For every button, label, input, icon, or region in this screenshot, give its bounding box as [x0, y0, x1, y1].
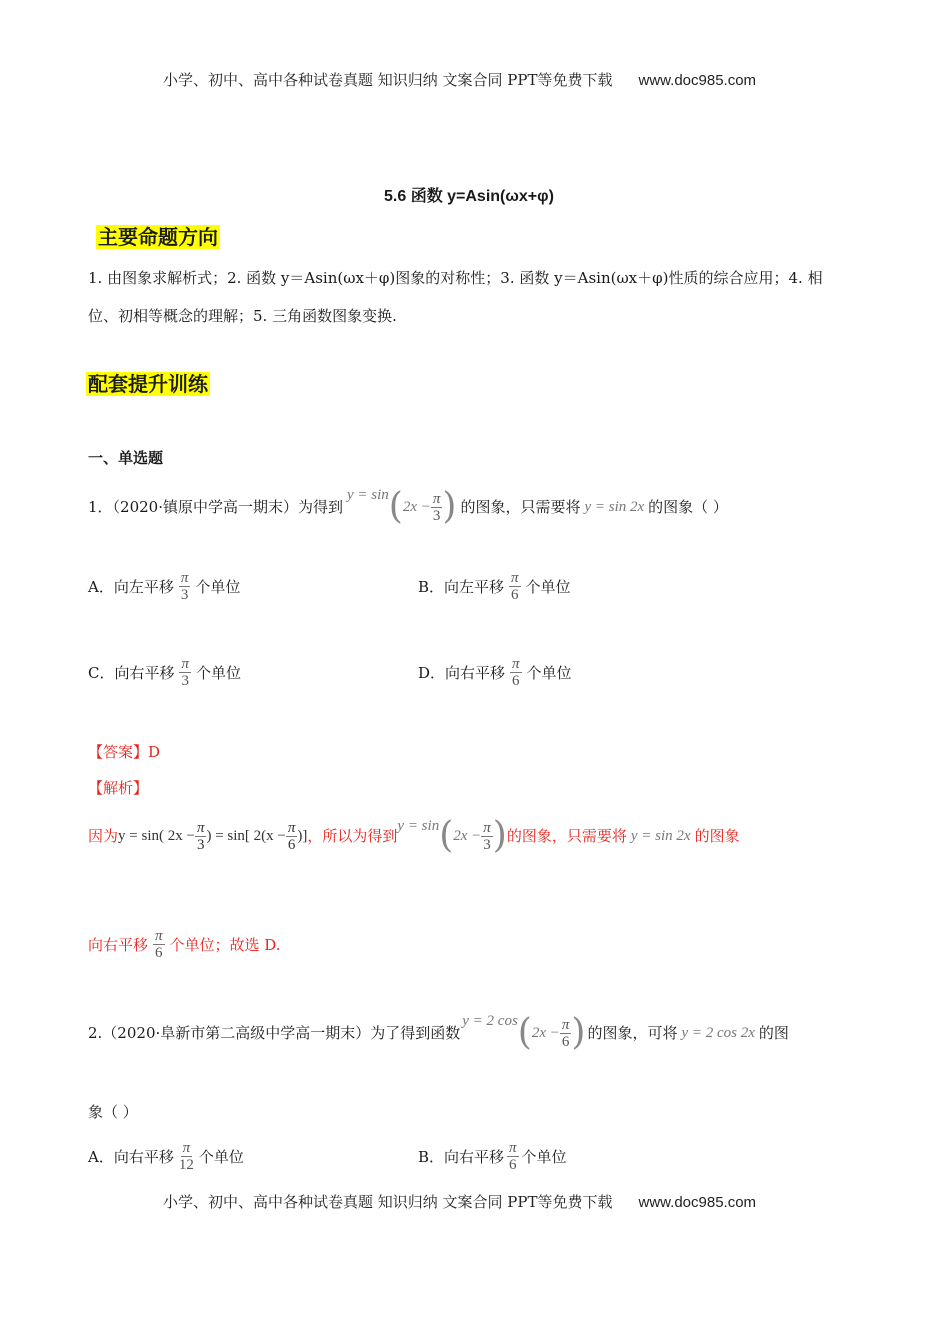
q1-explanation-line-1 [88, 815, 740, 856]
q2-option-a[interactable] [88, 1140, 244, 1173]
q2-formula-source: y = 2 cos 2x [681, 1025, 755, 1041]
q1-option-b[interactable] [418, 570, 571, 603]
fraction-pi-over-3 [431, 491, 443, 524]
q2-mid: 的图象，可将 [587, 1024, 678, 1042]
frac-num: π [561, 1016, 570, 1033]
frac-num: π [512, 656, 520, 672]
frac-den: 3 [483, 836, 491, 853]
footer-site[interactable]: www.doc985.com [638, 1194, 757, 1211]
fraction-pi-over-3 [179, 656, 191, 689]
option-label: D．向右平移 [418, 664, 506, 682]
frac-den: 6 [511, 587, 519, 603]
option-unit: 个单位 [198, 1148, 244, 1166]
fraction-pi-over-3 [481, 820, 493, 853]
expl-eq-part2: ) = sin[ 2(x − [206, 828, 286, 844]
fraction-pi-over-6 [507, 1140, 519, 1173]
q1-mid: 的图象，只需要将 [460, 498, 581, 516]
frac-den: 3 [181, 673, 189, 689]
page-footer [163, 1191, 756, 1212]
fraction-pi-over-6 [509, 570, 521, 603]
option-label: B．向右平移 [418, 1148, 505, 1166]
frac-den: 12 [178, 1157, 194, 1173]
header-text: 小学、初中、高中各种试卷真题 知识归纳 文案合同 PPT等免费下载 [163, 71, 613, 89]
formula-arg: 2x − [402, 499, 431, 515]
q2-option-b[interactable] [418, 1140, 567, 1173]
section-heading-training [86, 368, 210, 397]
frac-num: π [483, 819, 491, 836]
q1-option-a[interactable] [88, 570, 240, 603]
expl-line2-a: 向右平移 [88, 935, 149, 954]
frac-den: 6 [509, 1157, 517, 1173]
frac-num: π [432, 490, 441, 507]
formula-arg: 2x − [531, 1025, 560, 1041]
fraction-pi-over-12 [177, 1140, 196, 1173]
question-1 [88, 486, 728, 527]
option-unit: 个单位 [196, 664, 242, 682]
frac-den: 6 [512, 673, 520, 689]
option-unit: 个单位 [526, 664, 572, 682]
question-2 [88, 1012, 789, 1053]
intro-line-2: 位、初相等概念的理解；5. 三角函数图象变换. [88, 307, 397, 325]
option-unit: 个单位 [195, 578, 241, 596]
frac-den: 6 [561, 1033, 570, 1050]
expl-line2-b: 个单位；故选 D. [169, 935, 281, 954]
intro-line-1: 1. 由图象求解析式；2. 函数 y＝Asin(ωx＋φ)图象的对称性；3. 函数 y＝Asin(ωx＋φ)性质的综合应用；4. 相 [88, 269, 823, 287]
expl-formula-target: y = sin [397, 818, 440, 834]
option-unit: 个单位 [525, 578, 571, 596]
q2-line-2: 象（ ） [88, 1103, 138, 1121]
q1-answer: 【答案】D [88, 743, 161, 761]
frac-num: π [181, 656, 189, 672]
option-unit: 个单位 [521, 1148, 567, 1166]
highlighted-heading: 配套提升训练 [88, 372, 208, 396]
section-heading-main-directions [96, 221, 220, 250]
formula-lhs: y = sin [347, 487, 389, 503]
q1-option-d[interactable] [418, 656, 572, 689]
expl-prefix: 因为 [88, 827, 119, 845]
left-paren-icon: ( [388, 486, 403, 527]
frac-den: 3 [432, 507, 441, 524]
frac-den: 3 [180, 587, 189, 603]
right-paren-icon: ) [571, 1012, 586, 1053]
expl-mid2: 的图象，只需要将 [506, 827, 627, 845]
formula-arg: 2x − [453, 828, 482, 844]
part-heading-single-choice: 一、单选题 [88, 450, 164, 467]
q2-suffix: 的图 [758, 1024, 789, 1042]
frac-den: 6 [287, 836, 296, 853]
frac-num: π [511, 570, 519, 586]
expl-eq-part1: y = sin( 2x − [118, 828, 195, 844]
frac-num: π [155, 928, 163, 944]
page-header [163, 69, 756, 90]
right-paren-icon: ) [492, 815, 507, 856]
q1-formula-source: y = sin 2x [584, 499, 645, 515]
left-paren-icon: ( [517, 1012, 532, 1053]
option-label: B．向左平移 [418, 578, 505, 596]
expl-mid: ，所以为得到 [307, 827, 398, 845]
expl-suffix: 的图象 [694, 827, 740, 845]
frac-num: π [196, 819, 205, 836]
fraction-pi-over-6 [286, 820, 298, 853]
right-paren-icon: ) [442, 486, 457, 527]
option-label: A．向左平移 [88, 578, 174, 596]
page-title: 5.6 函数 y=Asin(ωx+φ) [384, 188, 554, 205]
option-label: A．向右平移 [88, 1148, 174, 1166]
fraction-pi-over-3 [195, 820, 207, 853]
q1-suffix: 的图象（ ） [648, 498, 728, 516]
frac-num: π [509, 1140, 517, 1156]
footer-text: 小学、初中、高中各种试卷真题 知识归纳 文案合同 PPT等免费下载 [163, 1193, 613, 1211]
expl-eq-part3: )] [297, 828, 308, 844]
highlighted-heading: 主要命题方向 [98, 225, 218, 249]
q2-formula-target: y = 2 cos [462, 1013, 518, 1029]
option-label: C．向右平移 [88, 664, 175, 682]
q2-prefix: 2.（2020·阜新市第二高级中学高一期末）为了得到函数 [88, 1024, 461, 1042]
fraction-pi-over-6 [153, 928, 165, 961]
frac-den: 3 [196, 836, 205, 853]
expl-formula-source: y = sin 2x [630, 828, 691, 844]
frac-num: π [180, 570, 189, 586]
fraction-pi-over-6 [510, 656, 522, 689]
fraction-pi-over-3 [179, 570, 191, 603]
q1-explanation-line-2 [88, 928, 281, 961]
fraction-pi-over-6 [560, 1017, 572, 1050]
header-site[interactable]: www.doc985.com [638, 72, 757, 89]
q1-option-c[interactable] [88, 656, 241, 689]
frac-num: π [182, 1140, 191, 1156]
q1-formula-target [347, 483, 389, 507]
frac-num: π [287, 819, 296, 836]
frac-den: 6 [155, 945, 163, 961]
left-paren-icon: ( [439, 815, 454, 856]
q1-prefix: 1．（2020·镇原中学高一期末）为得到 [88, 498, 343, 516]
q1-analysis-label: 【解析】 [88, 779, 149, 797]
